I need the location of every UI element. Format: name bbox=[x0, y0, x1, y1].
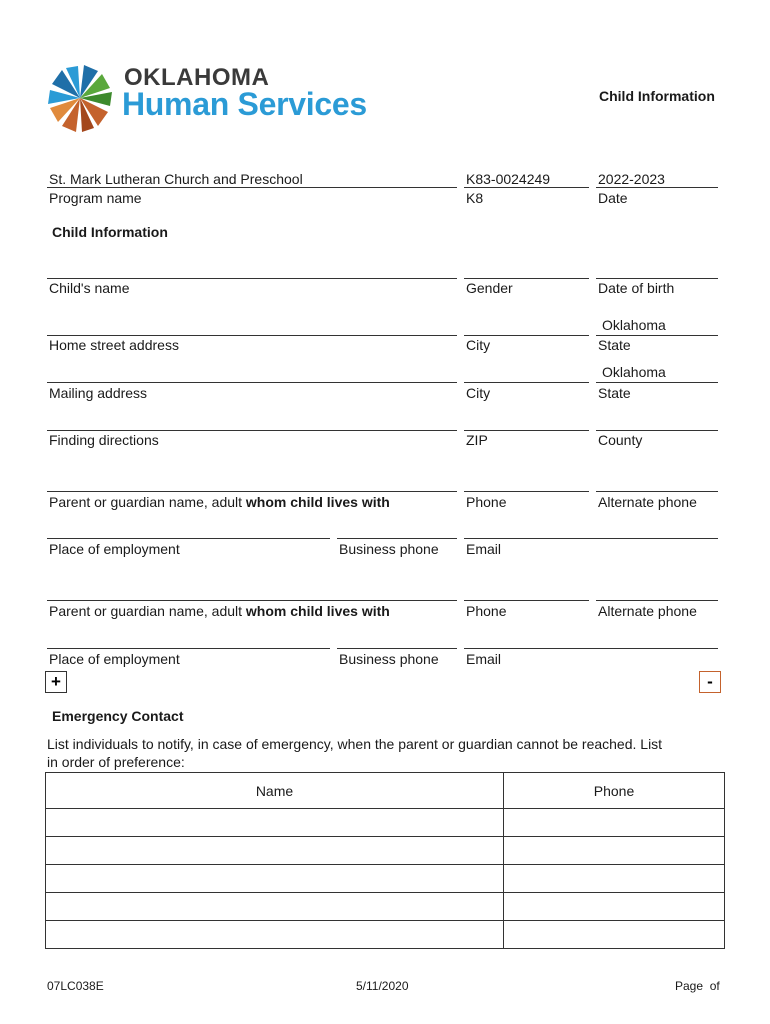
guardian-1-email-label: Email bbox=[466, 541, 502, 557]
table-header-row bbox=[46, 773, 725, 809]
emergency-instructions: List individuals to notify, in case of emergency, when the parent or guardian cannot be reached. List in order of preference: bbox=[47, 736, 663, 770]
column-header-name: Name bbox=[46, 773, 504, 809]
guardian-1-phone-label: Phone bbox=[466, 494, 507, 510]
program-name-label: Program name bbox=[49, 190, 142, 206]
zip-label: ZIP bbox=[466, 432, 488, 448]
emergency-name-cell[interactable] bbox=[46, 837, 504, 865]
program-code-value: K83-0024249 bbox=[466, 171, 551, 187]
emergency-name-cell[interactable] bbox=[46, 921, 504, 949]
guardian-1-name-input[interactable] bbox=[47, 472, 457, 490]
logo-text-oklahoma: OKLAHOMA bbox=[124, 64, 270, 91]
gender-input[interactable] bbox=[464, 259, 589, 277]
guardian-2-phone-input[interactable] bbox=[464, 581, 589, 599]
home-state-value[interactable]: Oklahoma bbox=[602, 317, 666, 333]
child-info-heading: Child Information bbox=[52, 224, 168, 240]
table-row bbox=[46, 893, 725, 921]
guardian-1-business-phone-input[interactable] bbox=[337, 519, 457, 537]
table-row bbox=[46, 921, 725, 949]
date-of-birth-label: Date of birth bbox=[598, 280, 675, 296]
home-city-label: City bbox=[466, 337, 491, 353]
program-code-label: K8 bbox=[466, 190, 484, 206]
emergency-phone-cell[interactable] bbox=[504, 837, 725, 865]
guardian-1-name-label: Parent or guardian name, adult whom child lives with bbox=[49, 494, 390, 510]
county-label: County bbox=[598, 432, 643, 448]
guardian-2-alt-phone-label: Alternate phone bbox=[598, 603, 697, 619]
mailing-city-label: City bbox=[466, 385, 491, 401]
guardian-1-alt-phone-label: Alternate phone bbox=[598, 494, 697, 510]
childs-name-label: Child's name bbox=[49, 280, 130, 296]
logo-star-icon bbox=[44, 62, 116, 134]
mailing-city-input[interactable] bbox=[464, 363, 589, 381]
guardian-2-name-label: Parent or guardian name, adult whom child lives with bbox=[49, 603, 390, 619]
guardian-1-employment-label: Place of employment bbox=[49, 541, 180, 557]
county-input[interactable] bbox=[596, 411, 718, 429]
mailing-state-label: State bbox=[598, 385, 631, 401]
form-number: 07LC038E bbox=[47, 979, 104, 993]
emergency-contact-table bbox=[45, 772, 725, 949]
revision-date: 5/11/2020 bbox=[356, 979, 409, 993]
table-row bbox=[46, 837, 725, 865]
emergency-phone-cell[interactable] bbox=[504, 893, 725, 921]
program-name-value: St. Mark Lutheran Church and Preschool bbox=[49, 171, 303, 187]
guardian-2-employment-input[interactable] bbox=[47, 629, 330, 647]
mailing-state-value[interactable]: Oklahoma bbox=[602, 364, 666, 380]
mailing-address-input[interactable] bbox=[47, 363, 457, 381]
program-date-value: 2022-2023 bbox=[598, 171, 665, 187]
emergency-phone-cell[interactable] bbox=[504, 921, 725, 949]
childs-name-input[interactable] bbox=[47, 259, 457, 277]
finding-directions-input[interactable] bbox=[47, 411, 457, 429]
guardian-1-phone-input[interactable] bbox=[464, 472, 589, 490]
finding-directions-label: Finding directions bbox=[49, 432, 159, 448]
emergency-contact-heading: Emergency Contact bbox=[52, 708, 184, 724]
guardian-1-email-input[interactable] bbox=[464, 519, 718, 537]
guardian-1-alt-phone-input[interactable] bbox=[596, 472, 718, 490]
table-row bbox=[46, 809, 725, 837]
home-state-label: State bbox=[598, 337, 631, 353]
zip-input[interactable] bbox=[464, 411, 589, 429]
remove-guardian-button[interactable]: - bbox=[699, 671, 721, 693]
emergency-phone-cell[interactable] bbox=[504, 809, 725, 837]
home-street-address-label: Home street address bbox=[49, 337, 179, 353]
emergency-name-cell[interactable] bbox=[46, 809, 504, 837]
page-number: Page of bbox=[675, 979, 720, 993]
guardian-2-phone-label: Phone bbox=[466, 603, 507, 619]
program-date-label: Date bbox=[598, 190, 628, 206]
column-header-phone: Phone bbox=[504, 773, 725, 809]
table-row bbox=[46, 865, 725, 893]
guardian-2-email-input[interactable] bbox=[464, 629, 718, 647]
guardian-2-employment-label: Place of employment bbox=[49, 651, 180, 667]
home-city-input[interactable] bbox=[464, 316, 589, 334]
guardian-2-business-phone-label: Business phone bbox=[339, 651, 439, 667]
date-of-birth-input[interactable] bbox=[596, 259, 718, 277]
emergency-name-cell[interactable] bbox=[46, 893, 504, 921]
guardian-1-business-phone-label: Business phone bbox=[339, 541, 439, 557]
guardian-2-name-input[interactable] bbox=[47, 581, 457, 599]
guardian-1-employment-input[interactable] bbox=[47, 519, 330, 537]
guardian-2-alt-phone-input[interactable] bbox=[596, 581, 718, 599]
mailing-address-label: Mailing address bbox=[49, 385, 148, 401]
emergency-phone-cell[interactable] bbox=[504, 865, 725, 893]
gender-label: Gender bbox=[466, 280, 513, 296]
add-guardian-button[interactable]: + bbox=[45, 671, 67, 693]
form-title: Child Information bbox=[599, 88, 715, 104]
logo-text-human-services: Human Services bbox=[122, 86, 367, 122]
guardian-2-email-label: Email bbox=[466, 651, 502, 667]
agency-logo bbox=[44, 62, 384, 134]
emergency-name-cell[interactable] bbox=[46, 865, 504, 893]
home-street-address-input[interactable] bbox=[47, 316, 457, 334]
guardian-2-business-phone-input[interactable] bbox=[337, 629, 457, 647]
